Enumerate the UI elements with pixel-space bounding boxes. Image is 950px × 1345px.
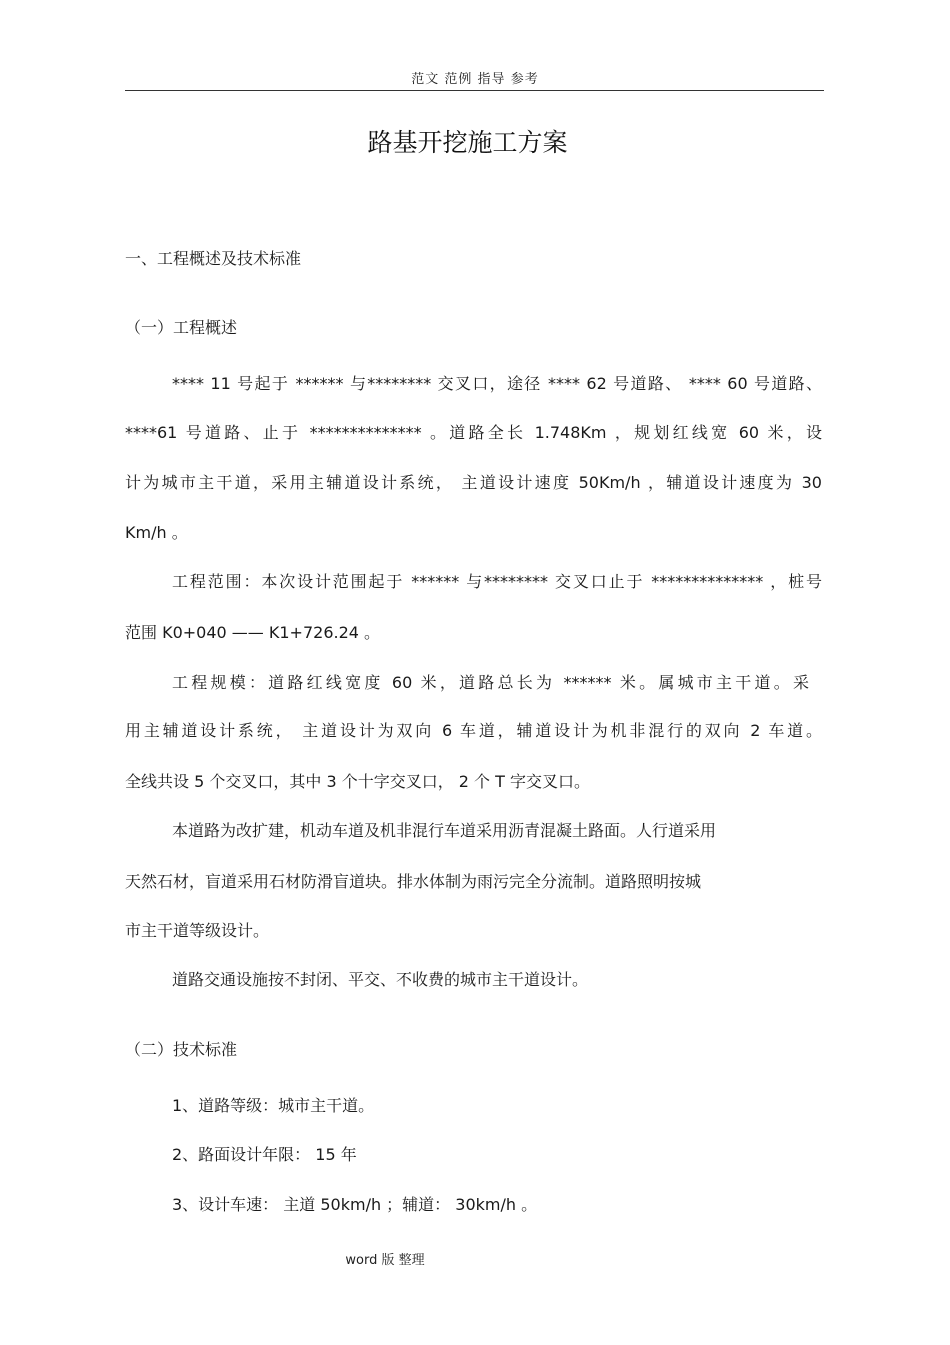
subsection-heading: （一）工程概述 <box>125 318 238 337</box>
paragraph-line: Km/h 。 <box>125 523 188 542</box>
subsection-heading: （二）技术标准 <box>125 1040 238 1059</box>
section-heading: 一、工程概述及技术标准 <box>125 249 302 268</box>
paragraph-line: 全线共设 5 个交叉口，其中 3 个十字交叉口， 2 个 T 字交叉口。 <box>125 772 591 791</box>
paragraph-line: 计为城市主干道，采用主辅道设计系统， 主道设计速度 50Km/h ，辅道设计速度为 30 <box>125 473 822 492</box>
document-title: 路基开挖施工方案 <box>367 128 568 157</box>
paragraph-line: 本道路为改扩建，机动车道及机非混行车道采用沥青混凝土路面。人行道采用 <box>172 821 717 840</box>
paragraph-line: 市主干道等级设计。 <box>125 921 270 940</box>
paragraph-line: 工程范围：本次设计范围起于 ****** 与******** 交叉口止于 ************** ，桩号 <box>172 572 822 591</box>
paragraph-line: 道路交通设施按不封闭、平交、不收费的城市主干道设计。 <box>172 970 589 989</box>
list-item: 1、道路等级：城市主干道。 <box>172 1096 375 1115</box>
list-item: 2、路面设计年限： 15 年 <box>172 1145 357 1164</box>
header-divider <box>125 90 824 91</box>
paragraph-line: 天然石材，盲道采用石材防滑盲道块。排水体制为雨污完全分流制。道路照明按城 <box>125 872 702 891</box>
page-footer: word 版 整理 <box>345 1253 425 1268</box>
paragraph-line: ****61 号道路、止于 ************** 。道路全长 1.748Km ，规划红线宽 60 米，设 <box>125 423 822 442</box>
paragraph-line: 工程规模：道路红线宽度 60 米，道路总长为 ****** 米。属城市主干道。采 <box>172 673 809 692</box>
list-item: 3、设计车速： 主道 50km/h ；辅道： 30km/h 。 <box>172 1195 538 1214</box>
paragraph-line: 范围 K0+040 —— K1+726.24 。 <box>125 623 381 642</box>
paragraph-line: 用主辅道设计系统， 主道设计为双向 6 车道，辅道设计为机非混行的双向 2 车道。 <box>125 721 822 740</box>
paragraph-line: **** 11 号起于 ****** 与******** 交叉口，途径 **** 62 号道路、 **** 60 号道路、 <box>172 374 822 393</box>
page-header: 范文 范例 指导 参考 <box>411 72 539 87</box>
